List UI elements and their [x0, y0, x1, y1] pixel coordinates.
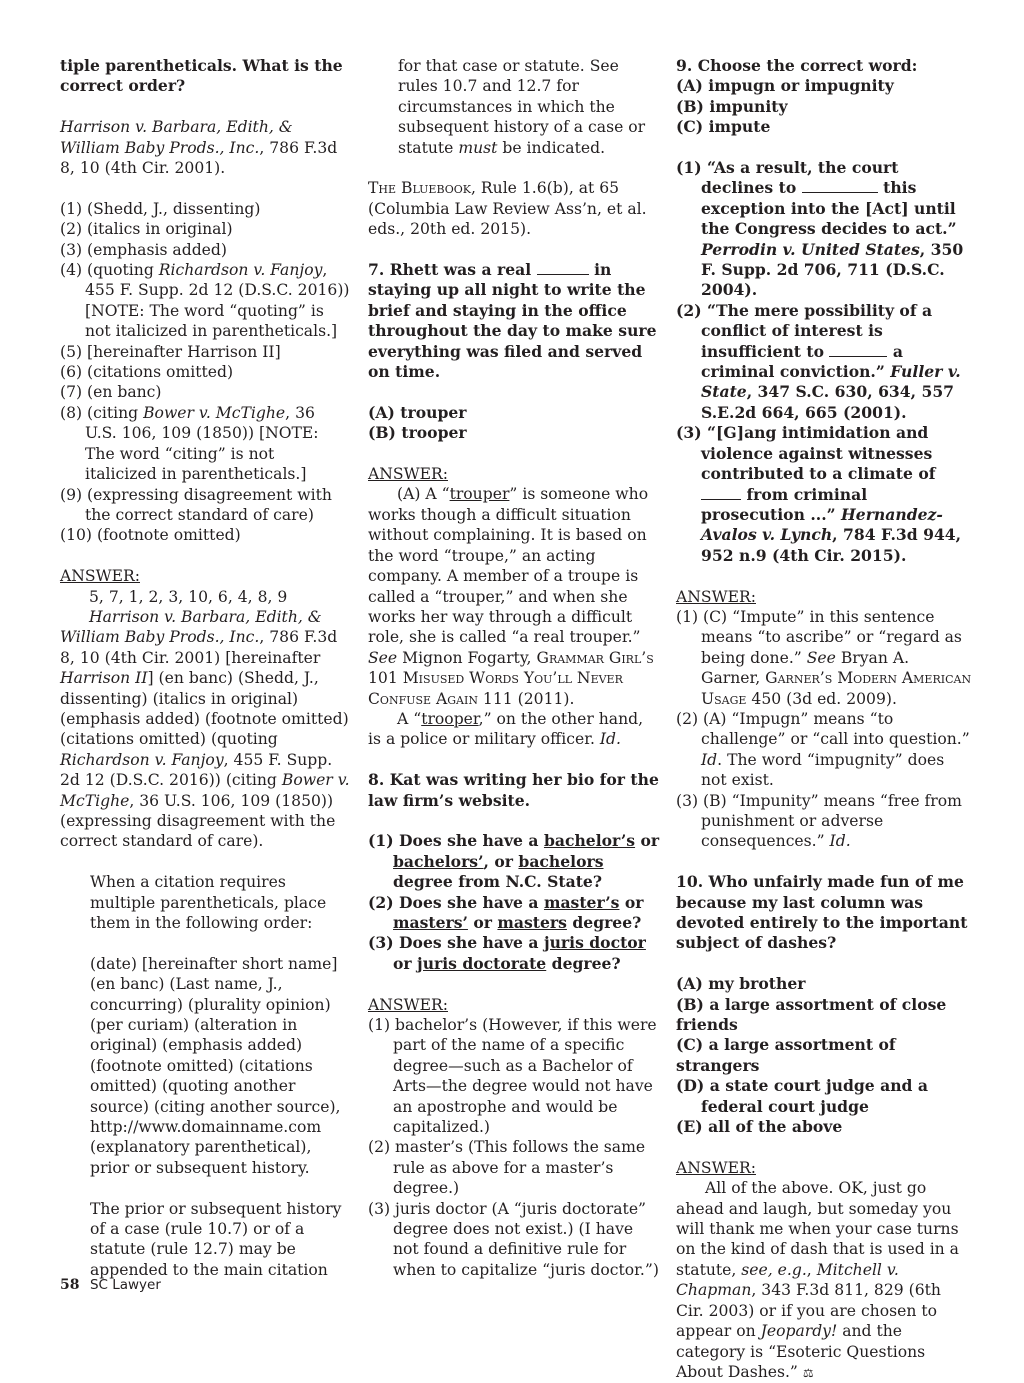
- list-item: (5) [hereinafter Harrison II]: [60, 342, 281, 361]
- list-item: (2) (italics in original): [60, 220, 233, 239]
- example-citation: [60, 117, 350, 178]
- list-item: (3) (emphasis added): [60, 240, 227, 259]
- excerpt-paragraph: The prior or subsequent history of a case (rule 10.7) or of a statute (rule 12.7) may be appended to the main citation: [90, 1199, 342, 1279]
- option: (A) my brother: [676, 974, 806, 994]
- question-6-continuation: tiple parentheticals. What is the correct order?: [60, 56, 343, 96]
- answer-paragraph: (A) A “trouper” is someone who works though a difficult situation without complaining. It is based on the word “troupe,” an acting company. A member of a troupe is called a “trouper,” and when she works her way through a difficult role, she is called “a real trouper.” See Mignon Fogarty, Grammar Girl’s 101 Misused Words You’ll Never Confuse Again 111 (2011).: [368, 485, 654, 708]
- blank-line: [701, 485, 741, 500]
- bluebook-excerpt: [60, 872, 350, 1280]
- option: (D) a state court judge and a federal court judge: [676, 1076, 928, 1116]
- answer-citation: Harrison v. Barbara, Edith, & William Baby Prods., Inc., 786 F.3d 8, 10 (4th Cir. 2001) [hereinafter Harrison II] (en banc) (Shedd, J., dissenting) (italics in original) (emphasis added) (footnote omitted) (citations omitted) (quoting Richardson v. Fanjoy, 455 F. Supp. 2d 12 (D.S.C. 2016)) (citing Bower v. McTighe, 36 U.S. 106, 109 (1850)) (expressing disagreement with the correct standard of care).: [60, 607, 350, 851]
- question-10: 10. Who unfairly made fun of me because my last column was devoted entirely to the important subject of dashes?: [676, 872, 968, 953]
- page-footer: [60, 1277, 161, 1293]
- blank-line: [802, 178, 878, 193]
- list-item: (6) (citations omitted): [60, 363, 234, 382]
- column-2: [368, 56, 660, 1280]
- excerpt-paragraph: When a citation requires multiple parentheticals, place them in the following order:: [90, 873, 327, 932]
- answer-order: 5, 7, 1, 2, 3, 10, 6, 4, 8, 9: [89, 587, 288, 606]
- list-item: (9) (expressing disagreement with the correct standard of care): [60, 485, 332, 524]
- column-1: [60, 56, 350, 1280]
- answer-item: (1) (C) “Impute” in this sentence means “to ascribe” or “regard as being done.” See Bryan A. Garner, Garner’s Modern American Usage 450 (3d ed. 2009).: [676, 607, 972, 708]
- answer-label: ANSWER:: [368, 465, 448, 484]
- question-7: 7. Rhett was a real in staying up all night to write the brief and staying in the office throughout the day to make sure everything was filed and served on time.: [368, 260, 657, 382]
- answer-item: (2) master’s (This follows the same rule as above for a master’s degree.): [368, 1138, 646, 1198]
- question-9-part-1: (1) “As a result, the court declines to this exception into the [Act] until the Congress decides to act.” Perrodin v. United States, 350 F. Supp. 2d 706, 711 (D.S.C. 2004).: [676, 158, 964, 300]
- page-number: 58: [60, 1277, 80, 1293]
- list-item: (1) (Shedd, J., dissenting): [60, 199, 261, 218]
- answer-label: ANSWER:: [676, 587, 756, 606]
- list-item: (10) (footnote omitted): [60, 526, 241, 545]
- bluebook-excerpt-continued: [368, 56, 660, 158]
- question-8-part-2: (2) Does she have a master’s or masters’ or masters degree?: [368, 892, 644, 932]
- option-a: (A) trouper: [368, 402, 467, 422]
- blank-line: [537, 260, 589, 275]
- question-9: 9. Choose the correct word:: [676, 56, 918, 75]
- option: (B) impunity: [676, 96, 788, 116]
- answer-item: (2) (A) “Impugn” means “to challenge” or “call into question.” Id. The word “impugnity” does not exist.: [676, 709, 970, 790]
- answer-paragraph: All of the above. OK, just go ahead and laugh, but someday you will thank me when your case turns on the kind of dash that is used in a statute, see, e.g., Mitchell v. Chapman, 343 F.3d 811, 829 (6th Cir. 2003) or if you are chosen to appear on Jeopardy! and the category is “Esoteric Questions About Dashes.” ⚖: [676, 1179, 959, 1381]
- answer-item: (3) juris doctor (A “juris doctorate” degree does not exist.) (I have not found a definitive rule for when to capitalize “juris doctor.”): [368, 1199, 659, 1279]
- option: (A) impugn or impugnity: [676, 76, 894, 96]
- question-9-part-2: (2) “The mere possibility of a conflict of interest is insufficient to a criminal conviction.” Fuller v. State, 347 S.C. 630, 634, 557 S.E.2d 664, 665 (2001).: [676, 300, 961, 422]
- answer-paragraph: A “trooper,” on the other hand, is a police or military officer. Id.: [368, 709, 644, 749]
- excerpt-paragraph: (date) [hereinafter short name] (en banc) (Last name, J., concurring) (plurality opinion) (per curiam) (alteration in original) (emphasis added) (footnote omitted) (citations omitted) (quoting another source) (citing another source), http://www.domainname.com (explanatory parenthetical), prior or subsequent history.: [90, 954, 341, 1177]
- question-9-part-3: (3) “[G]ang intimidation and violence against witnesses contributed to a climate of from criminal prosecution ...” Hernandez-Avalos v. Lynch, 784 F.3d 944, 952 n.9 (4th Cir. 2015).: [676, 423, 962, 565]
- option: (C) impute: [676, 117, 771, 137]
- excerpt-paragraph: for that case or statute. See rules 10.7 and 12.7 for circumstances in which the subsequent history of a case or statute must be indicated.: [398, 57, 646, 157]
- list-item: (7) (en banc): [60, 383, 162, 402]
- option: (E) all of the above: [676, 1117, 843, 1137]
- bluebook-source: The Bluebook, Rule 1.6(b), at 65 (Columbia Law Review Ass’n, et al. eds., 20th ed. 2015).: [368, 179, 647, 239]
- question-8-part-3: (3) Does she have a juris doctor or juris doctorate degree?: [368, 933, 646, 973]
- answer-item: (3) (B) “Impunity” means “free from punishment or adverse consequences.” Id.: [676, 791, 962, 851]
- answer-label: ANSWER:: [60, 567, 140, 586]
- scales-of-justice-icon: ⚖: [802, 1365, 814, 1380]
- answer-item: (1) bachelor’s (However, if this were part of the name of a specific degree—such as a Bachelor of Arts—the degree would not have an apostrophe and would be capitalized.): [368, 1015, 657, 1137]
- case-cite: , 786 F.3d 8, 10 (4th Cir. 2001).: [60, 138, 338, 178]
- publication-name: SC Lawyer: [89, 1277, 161, 1293]
- list-item: (4) (quoting Richardson v. Fanjoy, 455 F. Supp. 2d 12 (D.S.C. 2016)) [NOTE: The word “quoting” is not italicized in parentheticals.]: [60, 261, 350, 341]
- option: (C) a large assortment of strangers: [676, 1035, 896, 1075]
- option-b: (B) trooper: [368, 423, 467, 443]
- question-8-part-1: (1) Does she have a bachelor’s or bachelors’, or bachelors degree from N.C. State?: [368, 831, 660, 892]
- blank-line: [829, 342, 887, 357]
- column-3: [676, 56, 972, 1383]
- case-name: Harrison v. Barbara, Edith, & William Baby Prods., Inc.: [60, 118, 293, 157]
- list-item: (8) (citing Bower v. McTighe, 36 U.S. 106, 109 (1850)) [NOTE: The word “citing” is not italicized in parentheticals.]: [60, 403, 319, 484]
- option: (B) a large assortment of close friends: [676, 994, 947, 1035]
- answer-label: ANSWER:: [368, 995, 448, 1014]
- question-8: 8. Kat was writing her bio for the law firm’s website.: [368, 770, 659, 810]
- answer-label: ANSWER:: [676, 1158, 756, 1177]
